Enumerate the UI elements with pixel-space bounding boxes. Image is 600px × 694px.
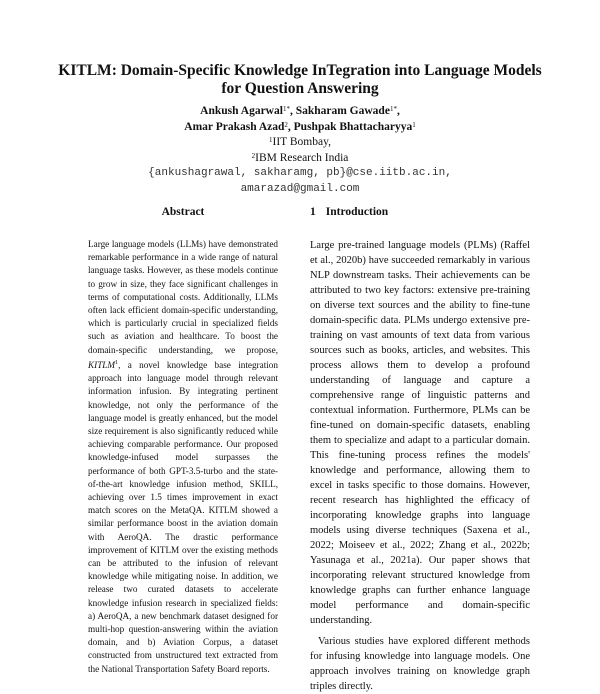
author-name: Sakharam Gawade (295, 105, 390, 117)
section-title: Introduction (325, 206, 389, 218)
author-name: Amar Prakash Azad (184, 120, 285, 133)
abstract-text-part-2: , a novel knowledge base integration approach into language model through relevant information infusion. By integrating pertinent knowledge, not only the performance of the language model is greatly enhanced, but the model size requirement is also significantly reduced while achieving comparable performance. Our proposed knowledge-infused model surpasses the performance of both GPT-3.5-turbo and the state-of-the-art knowledge infusion method, SKILL, achieving over 1.5 times improvement in exact match scores on the MetaQA. KITLM showed a similar performance boost in the aviation domain with AeroQA. The drastic performance improvement of KITLM over the existing methods can be attributed to the infusion of relevant knowledge while mitigating noise. In addition, we release two curated datasets to accelerate knowledge infusion research in specialized fields: a) AeroQA, a new benchmark dataset designed for multi-hop question-answering within the aviation domain, and b) Aviation Corpus, a dataset constructed from unstructured text extracted from the National Transportation Safety Board reports. (88, 359, 278, 674)
section-heading (310, 206, 530, 218)
author-mark: 1* (389, 105, 397, 113)
affiliation-mark: 2 (251, 151, 256, 160)
email-line-2: amarazad@gmail.com (240, 182, 360, 195)
affiliation-1 (60, 135, 540, 151)
author-mark: 1 (412, 120, 416, 129)
introduction-body (310, 238, 530, 694)
affiliation-text: IIT Bombay, (272, 136, 331, 148)
abstract-heading: Abstract (161, 206, 205, 218)
author-mark: 2 (284, 120, 288, 129)
intro-paragraph-1: Large pre-trained language models (PLMs) (Raffel et al., 2020b) have succeeded remarkably in various NLP downstream tasks. Their achievements can be attributed to two key factors: extensive pre-training on diverse text sources and the ability to fine-tune domain-specific data. PLMs undergo extensive pre-training on vast amounts of text data from various sources such as books, articles, and websites. This process allows them to develop a profound understanding of language and capture a comprehensive range of linguistic patterns and contextual information. Furthermore, PLMs can be fine-tuned on domain-specific datasets, enabling them to specialize and adapt to a particular domain. This fine-tuning process refines the models' knowledge and performance, allowing them to excel in tasks specific to those domains. However, recent research has highlighted the efficacy of incorporating knowledge graphs into language models using diverse techniques (Saxena et al., 2022; Moiseev et al., 2022; Zhang et al., 2022b; Yasunaga et al., 2021a). Our paper shows that incorporating relevant structured knowledge from knowledge graphs can further enhance language model performance and domain-specific understanding. (310, 240, 530, 626)
title-line-1: KITLM: Domain-Specific Knowledge InTegration into Language Models (58, 62, 542, 79)
author-block (60, 104, 540, 197)
affiliation-mark: 1 (269, 136, 273, 144)
author-mark: 1* (282, 105, 290, 113)
author-name: Ankush Agarwal (200, 105, 283, 117)
title-line-2: for Question Answering (221, 80, 379, 97)
section-number: 1 (310, 206, 316, 218)
system-name: KITLM (88, 359, 116, 370)
author-line-1: Ankush Agarwal$^{1*}$, Sakharam Gawade$^{1*}$, (200, 105, 400, 117)
author-name: Pushpak Bhattacharyya (293, 120, 413, 133)
author-line-2: Amar Prakash Azad$^2$, Pushpak Bhattacharyya$^1$ (184, 120, 416, 133)
affiliation-text: IBM Research India (255, 151, 349, 164)
intro-paragraph-2: Various studies have explored different methods for infusing knowledge into language models. One approach involves training on knowledge graph triples directly. (310, 636, 530, 692)
system-name-mark: 1 (115, 359, 119, 366)
paper-title (40, 62, 560, 98)
abstract-text-part-1: Large language models (LLMs) have demonstrated remarkable performance in a wide range of natural language tasks. However, as these models continue to grow in size, they face significant challenges in terms of computational costs. Additionally, LLMs often lack efficient domain-specific understanding, which is particularly crucial in specialized fields such as aviation and healthcare. To boost the domain-specific understanding, we propose, (88, 239, 278, 355)
email-line-1: {ankushagrawal, sakharamg, pb}@cse.iitb.ac.in, (148, 167, 452, 179)
affiliation-2 (60, 151, 540, 167)
abstract-body (88, 238, 278, 676)
